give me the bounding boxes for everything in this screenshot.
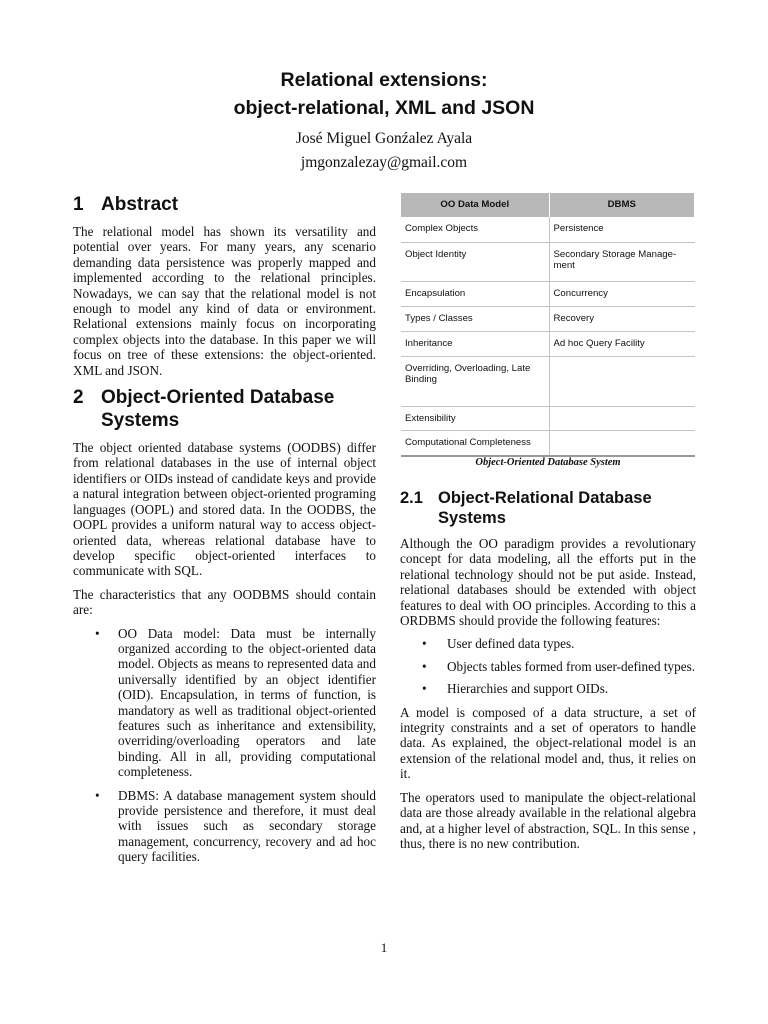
table-row (401, 406, 695, 430)
section-number: 2 (73, 387, 84, 409)
paper-title-line2: object-relational, XML and JSON (233, 97, 535, 119)
list-item (400, 681, 696, 696)
table-cell (549, 406, 695, 430)
table-cell (549, 356, 695, 406)
table-cell: Persistence (549, 217, 695, 242)
right-column (400, 488, 696, 859)
list-item (73, 626, 376, 780)
bullet-icon: • (422, 658, 427, 674)
table-cell: Recovery (549, 306, 695, 331)
author-email: jmgonzalezay@gmail.com (300, 154, 468, 171)
list-item-text: OO Data model: Data must be internally organized according to the object-oriented data model. Objects as means to represented data and universally identified by an object identifier (OID). Encapsulation, in terms of function, is mandatory as well as traditional object-oriented features such as inheritance and extensibility, overriding/overloading operators and late binding. All in all, providing computational completeness. (118, 625, 376, 780)
section21-heading (400, 488, 696, 528)
bullet-icon: • (95, 787, 100, 803)
bullet-icon: • (95, 625, 100, 641)
table-header: OO Data Model (401, 193, 549, 217)
list-item (400, 659, 696, 674)
list-item-text: Hierarchies and support OIDs. (447, 681, 609, 697)
section2-paragraph: The object oriented database systems (OODBS) differ from relational databases in the use of internal object identifiers or OIDs instead of candidate keys and provide a natural integration between object-oriented programing languages (OOPL) and stored data. In the OODBS, the OOPL provides a uniform natural way to access object- oriented data, whereas relational database have to develop specific object-oriented interfaces to communicate with SQL. (73, 440, 376, 579)
table-cell (549, 430, 695, 456)
oodbms-characteristics-list (73, 626, 376, 865)
section-title: Object-Oriented Database Systems (101, 387, 335, 432)
table-header-row (401, 193, 695, 217)
section2-paragraph: The characteristics that any OODBMS should contain are: (73, 586, 376, 618)
section21-paragraph: A model is composed of a data structure, a set of integrity constraints and a set of operators to handle data. As explained, the object-relational model is an extension of the relational model and, thus, it relies on it. (400, 704, 696, 782)
table-row (401, 430, 695, 456)
table-cell: Ad hoc Query Facility (549, 331, 695, 356)
paper-title-line1: Relational extensions: (280, 69, 488, 91)
table-cell: Overriding, Overloading, Late Binding (401, 356, 549, 406)
oodbs-table (401, 193, 695, 457)
bullet-icon: • (422, 636, 427, 652)
table-cell: Object Identity (401, 242, 549, 281)
left-column (73, 193, 376, 873)
list-item-text: Objects tables formed from user-defined types. (447, 658, 696, 674)
table-cell: Types / Classes (401, 306, 549, 331)
abstract-heading (73, 193, 376, 216)
table-cell: Secondary Storage Manage-ment (549, 242, 695, 281)
list-item-text: User defined data types. (447, 636, 575, 652)
section21-paragraph: The operators used to manipulate the object-relational data are those already available in the relational algebra and, at a higher level of abstraction, SQL. In this sense , thus, there is no new contribution. (400, 789, 696, 851)
table-row (401, 217, 695, 242)
table-row (401, 242, 695, 281)
table-row (401, 306, 695, 331)
table-caption: Object-Oriented Database System (475, 457, 621, 468)
section-number: 2.1 (400, 489, 423, 507)
table-cell: Encapsulation (401, 281, 549, 306)
section-title: Abstract (101, 194, 179, 215)
table-cell: Extensibility (401, 406, 549, 430)
list-item-text: DBMS: A database management system should provide persistence and therefore, it must deal with issues such as secondary storage management, concurrency, recovery and ad hoc query facilities. (118, 787, 376, 865)
section2-heading (73, 386, 376, 432)
section-number: 1 (73, 194, 84, 215)
page-number: 1 (380, 940, 388, 955)
section-title: Object-Relational Database Systems (438, 489, 652, 527)
bullet-icon: • (422, 681, 427, 697)
table-row (401, 281, 695, 306)
list-item (73, 788, 376, 865)
table-header: DBMS (549, 193, 695, 217)
title-block (0, 66, 768, 175)
table-row (401, 331, 695, 356)
section21-paragraph: Although the OO paradigm provides a revolutionary concept for data modeling, all the efforts put in the relational technology should not be put aside. Instead, relational databases should be extended with object features to deal with OO principles. According to this a ORDBMS should provide the following features: (400, 536, 696, 629)
table-cell: Concurrency (549, 281, 695, 306)
table-cell: Computational Completeness (401, 430, 549, 456)
list-item (400, 636, 696, 651)
author-name: José Miguel Gonźalez Ayala (295, 130, 473, 147)
ordbms-features-list (400, 636, 696, 696)
table-row (401, 356, 695, 406)
table-cell: Complex Objects (401, 217, 549, 242)
table-cell: Inheritance (401, 331, 549, 356)
abstract-text: The relational model has shown its versatility and potential over years. For many years, any scenario demanding data persistence was properly mapped and implemented according to the relational principles. Nowadays, we can say that the relational model is not enough to model any kind of data or environment. Relational extensions mainly focus on incorporating complex objects into the database. In this paper we will focus on tree of these extensions: the object-oriented. XML and JSON. (73, 224, 376, 378)
